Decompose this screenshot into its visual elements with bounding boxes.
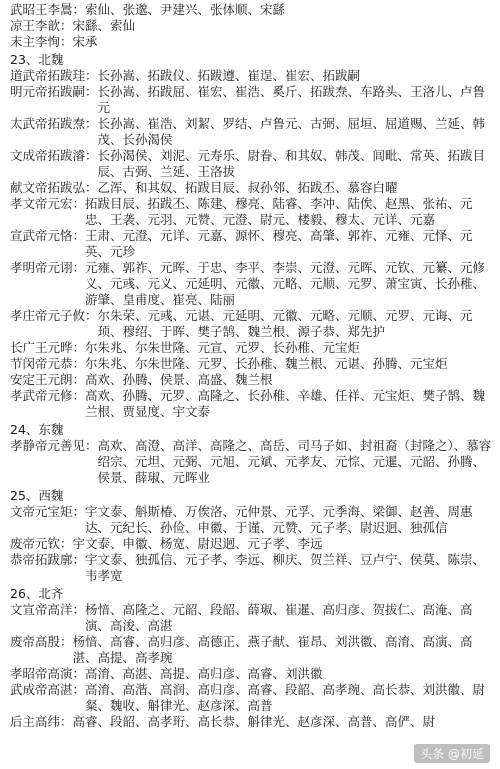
- separator: ：: [72, 340, 86, 355]
- emperor-name: 孝明帝元诩: [10, 260, 73, 275]
- emperor-name: 文成帝拓跋濬: [10, 148, 86, 163]
- emperor-entry: [10, 196, 494, 228]
- emperor-entry: [10, 2, 494, 18]
- separator: ：: [85, 116, 98, 131]
- people-list: 长孙嵩、崔浩、刘絜、罗结、卢鲁元、古弼、屈垣、屈道赐、兰延、韩茂、长孙渴侯: [97, 116, 486, 147]
- people-list: 尔朱荣、元彧、元谌、元延明、元徽、元略、元顺、元罗、元诲、元顼、穆绍、于晖、樊子鹄、魏兰根、源子恭、郑先护: [97, 308, 473, 339]
- people-list: 杨愔、高隆之、元韶、段韶、薛琡、崔暹、高归彦、贺拔仁、高淹、高演、高浚、高湛: [85, 602, 473, 633]
- emperor-name: 末主李恂: [10, 34, 61, 49]
- emperor-entry: [10, 536, 494, 552]
- emperor-name: 废帝元钦: [10, 536, 61, 551]
- emperor-name: 废帝高殷: [10, 634, 61, 649]
- separator: ：: [72, 666, 86, 681]
- separator: ：: [72, 372, 86, 387]
- emperor-entry: [10, 116, 494, 148]
- emperor-name: 宣武帝元恪: [10, 228, 73, 243]
- people-list: 高欢、高澄、高洋、高隆之、高岳、司马子如、封祖裔（封隆之）、慕容绍宗、元坦、元弼、元旭、元斌、元孝友、元悰、元暹、元韶、孙腾、侯景、薛琡、元晖业: [97, 438, 492, 485]
- emperor-name: 孝庄帝元子攸: [10, 308, 86, 323]
- people-list: 高欢、孙腾、侯景、高盛、魏兰根: [85, 372, 273, 387]
- watermark: 头条 @初延: [414, 744, 490, 763]
- emperor-entry: [10, 18, 494, 34]
- emperor-entry: [10, 504, 494, 536]
- emperor-entry: [10, 308, 494, 340]
- emperor-entry: [10, 228, 494, 260]
- separator: ：: [72, 552, 86, 567]
- separator: ：: [72, 388, 86, 403]
- separator: ：: [72, 682, 86, 697]
- emperor-name: 恭帝拓跋廓: [10, 552, 73, 567]
- separator: ：: [72, 228, 86, 243]
- emperor-entry: [10, 340, 494, 356]
- separator: ：: [72, 504, 86, 519]
- separator: ：: [72, 260, 86, 275]
- emperor-entry: [10, 388, 494, 420]
- people-list: 长孙渴侯、刘泥、元寿乐、尉眷、和其奴、韩茂、闾毗、常英、拓跋目辰、古弼、兰延、王洛拔: [97, 148, 486, 179]
- separator: ：: [85, 68, 98, 83]
- emperor-name: 长广王元晔: [10, 340, 73, 355]
- emperor-entry: [10, 714, 494, 730]
- people-list: 宇文泰、申徽、杨宽、尉迟迥、元子孝、李远: [72, 536, 323, 551]
- section-heading: 24、东魏: [10, 422, 64, 437]
- emperor-entry: [10, 84, 494, 116]
- section-heading: 23、北魏: [10, 52, 64, 67]
- separator: ：: [60, 34, 73, 49]
- emperor-entry: [10, 260, 494, 308]
- emperor-entry: [10, 634, 494, 666]
- emperor-entry: [10, 602, 494, 634]
- separator: ：: [85, 148, 98, 163]
- section-heading: 26、北齐: [10, 586, 64, 601]
- separator: ：: [85, 438, 98, 453]
- people-list: 高淯、高湛、高提、高归彦、高睿、刘洪徽: [85, 666, 323, 681]
- emperor-name: 凉王李歆: [10, 18, 61, 33]
- people-list: 长孙嵩、拓跋屈、崔宏、崔浩、奚斤、拓跋焘、车路头、王洛儿、卢鲁元: [97, 84, 486, 115]
- people-list: 宋繇、索仙: [72, 18, 136, 33]
- emperor-entry: [10, 666, 494, 682]
- people-list: 高欢、孙腾、元罗、高隆之、长孙稚、辛雄、任祥、元宝炬、樊子鹄、魏兰根、贾显度、宇文泰: [85, 388, 486, 419]
- people-list: 宇文泰、独孤信、元子孝、李远、柳庆、贺兰祥、豆卢宁、侯莫、陈崇、韦孝宽: [85, 552, 486, 583]
- separator: ：: [85, 84, 98, 99]
- separator: ：: [72, 196, 86, 211]
- people-list: 高淯、高湝、高润、高归彦、高睿、段韶、高孝琬、高长恭、刘洪徽、尉粲、魏收、斛律光、赵彦深、高普: [85, 682, 486, 713]
- separator: ：: [72, 356, 86, 371]
- people-list: 尔朱兆、尔朱世隆、元宣、元罗、长孙稚、元宝炬: [85, 340, 361, 355]
- emperor-name: 后主高纬: [10, 714, 61, 729]
- emperor-name: 太武帝拓跋焘: [10, 116, 86, 131]
- emperor-entry: [10, 356, 494, 372]
- people-list: 索仙、张邈、尹建兴、张体顺、宋繇: [85, 2, 286, 17]
- separator: ：: [85, 180, 98, 195]
- people-list: 元雍、郭祚、元晖、于忠、李平、李崇、元澄、元晖、元钦、元纂、元修义、元彧、元义、元延明、元徽、元略、元顺、元罗、萧宝寅、长孙稚、游肇、皇甫度、崔亮、陆丽: [85, 260, 486, 307]
- emperor-entry: [10, 34, 494, 50]
- emperor-name: 孝静帝元善见: [10, 438, 86, 453]
- people-list: 宇文泰、斛斯椿、万俟洛、元仲景、元孚、元季海、梁御、赵善、周惠达、元纪长、孙俭、申徽、于谨、元赞、元子孝、尉迟迥、独孤信: [85, 504, 473, 535]
- people-list: 尔朱兆、尔朱世隆、元罗、长孙稚、魏兰根、元谌、孙腾、元宝炬: [85, 356, 448, 371]
- emperor-name: 明元帝拓跋嗣: [10, 84, 86, 99]
- emperor-entry: [10, 372, 494, 388]
- people-list: 乙浑、和其奴、拓跋目辰、叔孙邻、拓跋丕、慕容白曜: [97, 180, 398, 195]
- separator: ：: [60, 714, 73, 729]
- emperor-name: 文帝元宝矩: [10, 504, 73, 519]
- emperor-name: 孝文帝元宏: [10, 196, 73, 211]
- emperor-name: 武昭王李暠: [10, 2, 73, 17]
- emperor-name: 孝昭帝高演: [10, 666, 73, 681]
- section-heading: 25、西魏: [10, 488, 64, 503]
- emperor-name: 安定王元朗: [10, 372, 73, 387]
- emperor-name: 武成帝高湛: [10, 682, 73, 697]
- emperor-entry: [10, 438, 494, 486]
- separator: ：: [60, 634, 73, 649]
- separator: ：: [85, 308, 98, 323]
- separator: ：: [60, 18, 73, 33]
- emperor-entry: [10, 68, 494, 84]
- separator: ：: [60, 536, 73, 551]
- separator: ：: [72, 2, 86, 17]
- people-list: 高睿、段韶、高孝珩、高长恭、斛律光、赵彦深、高普、高俨、尉: [72, 714, 436, 729]
- people-list: 王肃、元澄、元详、元嘉、源怀、穆亮、高肇、郭祚、元雍、元怿、元英、元珍: [85, 228, 473, 259]
- people-list: 杨愔、高睿、高归彦、高德正、燕子献、崔昂、刘洪徽、高淯、高演、高湛、高提、高孝琬: [72, 634, 473, 665]
- emperor-name: 孝武帝元修: [10, 388, 73, 403]
- emperor-entry: [10, 148, 494, 180]
- emperor-name: 献文帝拓跋弘: [10, 180, 86, 195]
- emperor-name: 文宣帝高洋: [10, 602, 73, 617]
- emperor-name: 道武帝拓跋珪: [10, 68, 86, 83]
- people-list: 宋承: [72, 34, 98, 49]
- people-list: 拓跋目辰、拓跋丕、陈建、穆亮、陆睿、李冲、陆俟、赵黑、张祐、元忠、王袭、元羽、元赞、元澄、尉元、楼毅、穆太、元详、元嘉: [85, 196, 473, 227]
- emperor-entry: [10, 180, 494, 196]
- people-list: 长孙嵩、拓跋仪、拓跋遵、崔逞、崔宏、拓跋嗣: [97, 68, 361, 83]
- emperor-entry: [10, 682, 494, 714]
- emperor-name: 节闵帝元恭: [10, 356, 73, 371]
- separator: ：: [72, 602, 86, 617]
- emperor-entry: [10, 552, 494, 584]
